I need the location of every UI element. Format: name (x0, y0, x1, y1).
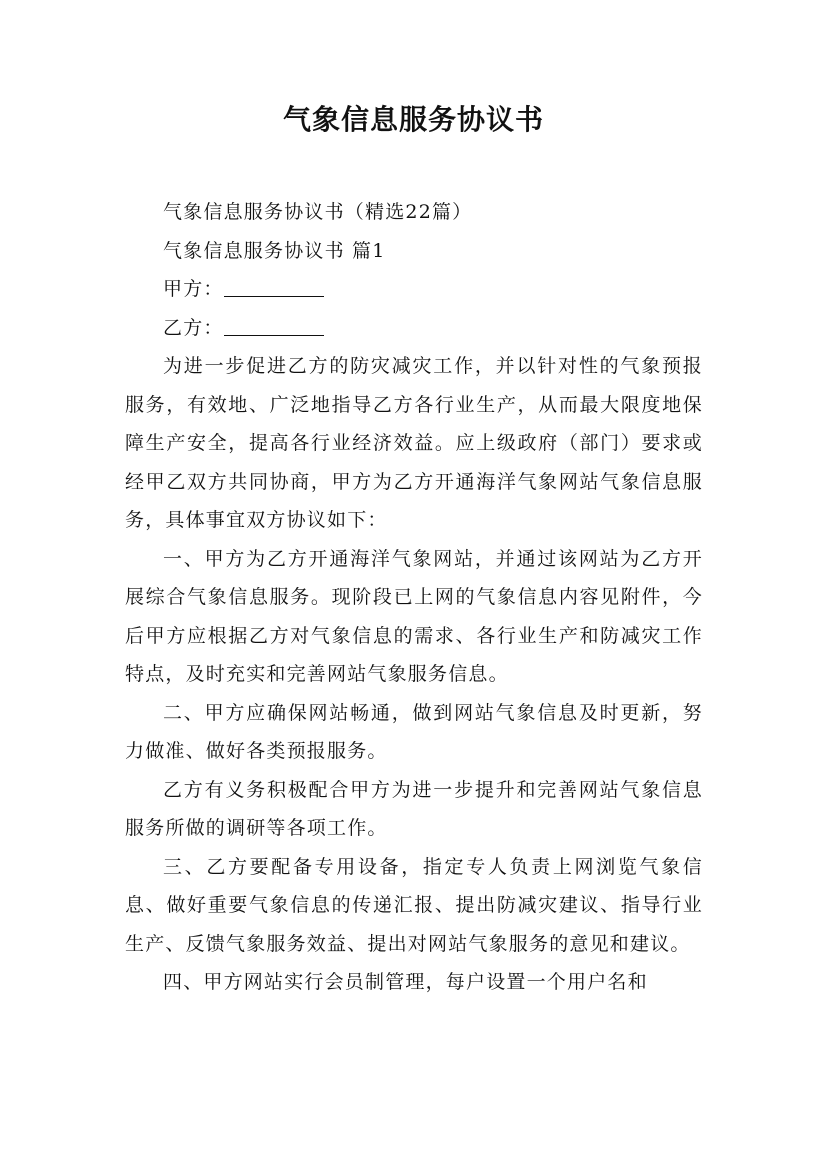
body-paragraph: 四、甲方网站实行会员制管理，每户设置一个用户名和 (163, 971, 648, 993)
body-paragraph: 乙方有义务积极配合甲方为进一步提升和完善网站气象信息服务所做的调研等各项工作。 (125, 778, 703, 839)
party-b-label: 乙方： (163, 316, 224, 339)
party-a-blank (224, 278, 324, 297)
document-title: 气象信息服务协议书 (282, 103, 544, 136)
body-paragraph: 一、甲方为乙方开通海洋气象网站，并通过该网站为乙方开展综合气象信息服务。现阶段已上网的气象信息内容见附件，今后甲方应根据乙方对气象信息的需求、各行业生产和防减灾工作特点，及时充实和完善网站气象服务信息。 (125, 547, 703, 685)
party-b-line (125, 309, 703, 348)
document-body (125, 193, 703, 1002)
subtitle-paragraph: 气象信息服务协议书（精选22篇） (163, 201, 473, 223)
party-a-label: 甲方： (163, 278, 224, 300)
body-paragraph: 三、乙方要配备专用设备，指定专人负责上网浏览气象信息、做好重要气象信息的传递汇报、提出防减灾建议、指导行业生产、反馈气象服务效益、提出对网站气象服务的意见和建议。 (125, 855, 703, 955)
party-b-blank (224, 317, 324, 336)
body-paragraph: 为进一步促进乙方的防灾减灾工作，并以针对性的气象预报服务，有效地、广泛地指导乙方各行业生产，从而最大限度地保障生产安全，提高各行业经济效益。应上级政府（部门）要求或经甲乙双方共同协商，甲方为乙方开通海洋气象网站气象信息服务，具体事宜双方协议如下： (125, 355, 703, 531)
party-a-line (125, 270, 703, 309)
section-heading: 气象信息服务协议书 篇1 (163, 239, 386, 262)
body-paragraph: 二、甲方应确保网站畅通，做到网站气象信息及时更新，努力做准、做好各类预报服务。 (125, 701, 703, 762)
